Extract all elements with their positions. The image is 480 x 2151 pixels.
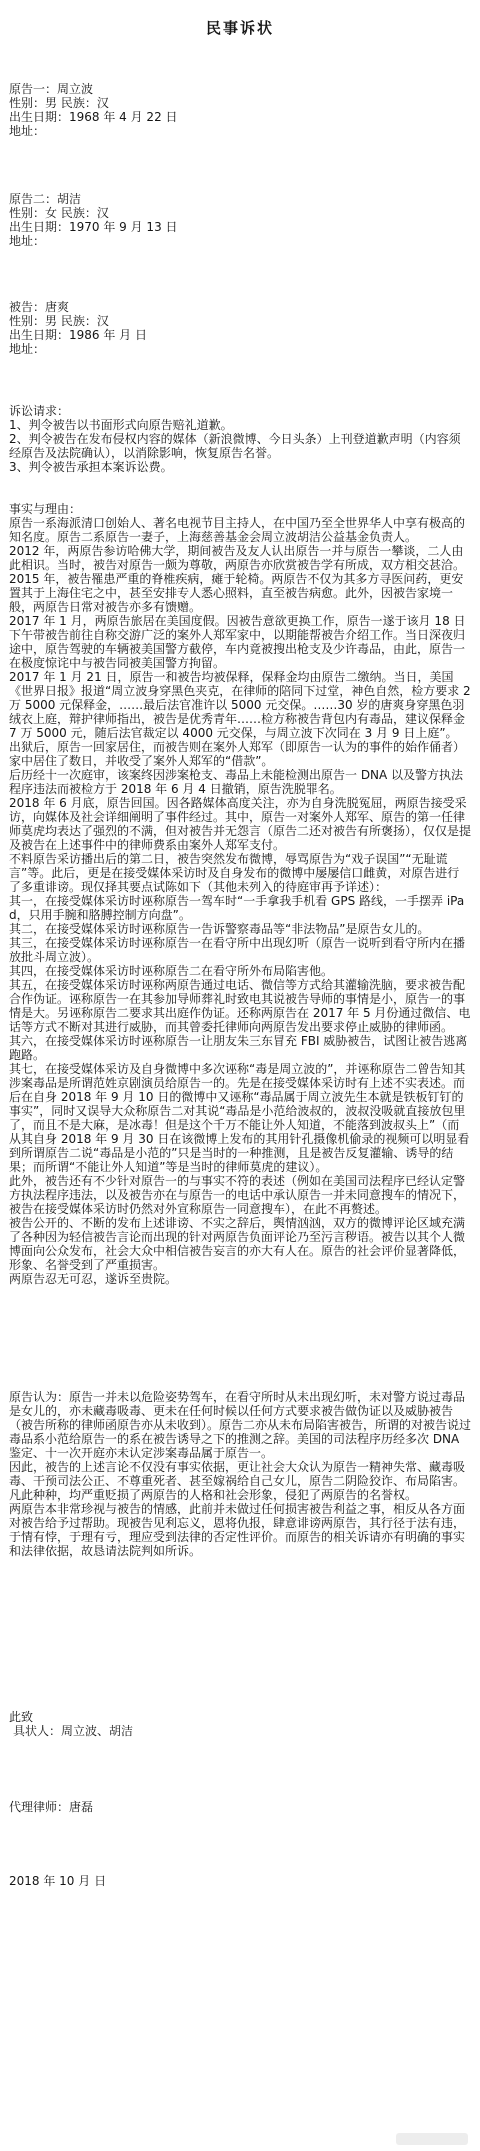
facts-paragraph: 2017 年 1 月，两原告旅居在美国度假。因被告意欲更换工作，原告一遂于该月 18 日下午带被告前往自称交游广泛的案外人郑军家中，以期能帮被告介绍工作。当日深夜归途中，原告驾驶的车辆被美国警方截停，车内竟被搜出枪支及少许毒品，由此，原告一在极度惊诧中与被告同被美国警方拘留。 — [9, 614, 466, 670]
claim-item: 3、判令被告承担本案诉讼费。 — [9, 460, 173, 474]
opinion-paragraph: 因此，被告的上述言论不仅没有事实依据，更让社会大众认为原告一精神失常、藏毒吸毒、干预司法公正、不尊重死者、甚至嫁祸给自己女儿，原告二阴险狡诈、布局陷害。凡此种种，均严重贬损了两原告的人格和社会形象，侵犯了两原告的名誉权。 — [9, 1460, 466, 1502]
facts-and-reasons-section — [9, 502, 471, 1356]
facts-paragraph: 出狱后，原告一回家居住，而被告则在案外人郑军（即原告一认为的事件的始作俑者）家中居住了数日，并收受了案外人郑军的“借款”。 — [9, 740, 466, 768]
document-date: 2018 年 10 月 日 — [9, 1874, 107, 1888]
party-gender-ethnicity: 性别：男 民族：汉 — [9, 96, 109, 110]
facts-paragraph: 其四，在接受媒体采访时诬称原告二在看守所外布局陷害他。 — [9, 964, 334, 978]
facts-paragraph: 2015 年，被告罹患严重的脊椎疾病，瘫于轮椅。两原告不仅为其多方寻医问药，更安置其于上海住宅之中，甚至安排专人悉心照料，直至被告病愈。此外，因被告家境一般，两原告日常对被告亦多有馈赠。 — [9, 572, 464, 614]
party-name: 原告二：胡洁 — [9, 192, 82, 206]
claim-item: 1、判令被告以书面形式向原告赔礼道歉。 — [9, 418, 233, 432]
closing-section — [9, 1710, 471, 1888]
facts-paragraph: 2018 年 6 月底，原告回国。因各路媒体高度关注，亦为自身洗脱冤屈，两原告接受采访，向媒体及社会详细阐明了事件经过。其中，原告一对案外人郑军、原告的第一任律师莫虎均表达了强烈的不满，但对被告并无怨言（原告二还对被告有所褒扬），仅仅是提及被告在上述事件中的律师费系由案外人郑军支付。 — [9, 796, 472, 852]
party-name: 原告一：周立波 — [9, 82, 94, 96]
facts-paragraph: 后历经十一次庭审，该案终因涉案枪支、毒品上未能检测出原告一 DNA 以及警方执法程序违法而被检方于 2018 年 6 月 4 日撤销，原告洗脱罪名。 — [9, 768, 464, 796]
party-gender-ethnicity: 性别：女 民族：汉 — [9, 206, 109, 220]
party-address: 地址： — [9, 342, 46, 356]
facts-paragraph: 此外，被告还有不少针对原告一的与事实不符的表述（例如在美国司法程序已经认定警方执法程序违法，以及被告亦在与原告一的电话中承认原告一并未同意搜车的情况下，被告在接受媒体采访时仍然对外宣称原告一同意搜车），在此不再赘述。 — [9, 1174, 466, 1216]
plaintiff-two-info — [9, 192, 471, 248]
document-title: 民事诉状 — [205, 19, 274, 37]
watermark-mark — [396, 2133, 468, 2145]
facts-paragraph: 其一，在接受媒体采访时诬称原告一驾车时“一手拿我手机看 GPS 路线，一手摆弄 iPad，只用手腕和胳膊控制方向盘”。 — [9, 894, 465, 922]
opinion-paragraph: 原告认为：原告一并未以危险姿势驾车，在看守所时从未出现幻听，未对警方说过毒品是女儿的，亦未藏毒吸毒、更未在任何时候以任何方式要求被告做伪证以及威胁被告（被告所称的律师函原告亦从未收到）。原告二亦从未布局陷害被告，所谓的对被告说过毒品系小范给原告一的系在被告诱导之下的推测之辞。美国的司法程序历经多次 DNA 鉴定、十一次开庭亦未认定涉案毒品属于原告一。 — [9, 1390, 472, 1460]
plaintiff-one-info — [9, 82, 471, 138]
facts-paragraph: 其三，在接受媒体采访时诬称原告一在看守所中出现幻听（原告一说听到看守所内在播放批斗周立波）。 — [9, 936, 466, 964]
facts-paragraph: 两原告忍无可忍，遂诉至贵院。 — [9, 1272, 178, 1286]
plaintiff-opinion-section — [9, 1390, 471, 1696]
closing-salutation: 此致 — [9, 1710, 34, 1724]
party-address: 地址： — [9, 124, 46, 138]
claim-item: 2、判令被告在发布侵权内容的媒体（新浪微博、今日头条）上刊登道歉声明（内容须经原告及法院确认），以消除影响，恢复原告名誉。 — [9, 432, 461, 460]
facts-paragraph: 其七，在接受媒体采访及自身微博中多次诬称“毒是周立波的”，并诬称原告二曾告知其涉案毒品是所谓范姓京剧演员给原告一的。先是在接受媒体采访时有上述不实表述。而后在自身 2018 年 9 月 10 日的微博中又诬称“毒品属于周立波先生本就是铁板钉钉的事实”，同时又误导大众称原告二对其说“毒品是小范给波叔的，波叔没吸就直接放包里了，而且不是大麻，是冰毒！但是这个千万不能让外人知道，不能落到波叔头上”（而从其自身 2018 年 9 月 30 日在该微博上发布的其用针孔摄像机偷录的视频可以明显看到所谓原告二说“毒品是小范的”只是当时的一种推测，且是被告反复灌输、诱导的结果；而所谓“不能让外人知道”等是当时的律师莫虎的建议）。 — [9, 1062, 470, 1174]
defendant-info — [9, 300, 471, 356]
opinion-paragraph: 两原告本非常珍视与被告的情感，此前并未做过任何损害被告利益之事，相反从各方面对被告给予过帮助。现被告见利忘义，恩将仇报，肆意诽谤两原告，其行径于法有违，于情有悖，于理有亏，理应受到法律的否定性评价。而原告的相关诉请亦有明确的事实和法律依据，故恳请法院判如所诉。 — [9, 1502, 466, 1558]
facts-paragraph: 原告一系海派清口创始人、著名电视节目主持人，在中国乃至全世界华人中享有极高的知名度。原告二系原告一妻子，上海慈善基金会周立波胡洁公益基金负责人。 — [9, 516, 466, 544]
party-birth-date: 出生日期：1970 年 9 月 13 日 — [9, 220, 178, 234]
facts-paragraph: 2012 年，两原告参访哈佛大学，期间被告及友人认出原告一并与原告一攀谈，二人由此相识。当时，被告对原告一颇为尊敬，两原告亦欣赏被告学有所成，双方相交甚洽。 — [9, 544, 466, 572]
party-name: 被告：唐爽 — [9, 300, 70, 314]
claims-section — [9, 404, 471, 474]
facts-paragraph: 2017 年 1 月 21 日，原告一和被告均被保释，保释金均由原告二缴纳。当日，美国《世界日报》报道“周立波身穿黑色夹克，在律师的陪同下过堂，神色自然，检方要求 2 万 5000 元保释金，……最后法官准许以 5000 元交保。……30 岁的唐爽身穿黑色羽绒衣上庭，辩护律师指出，被告是优秀青年……检方称被告背包内有毒品，建议保释金 7 万 5000 元，随后法官裁定以 4000 元交保，与周立波下次同在 3 月 9 日上庭”。 — [9, 670, 471, 740]
facts-paragraph: 其二，在接受媒体采访时诬称原告一告诉警察毒品等“非法物品”是原告女儿的。 — [9, 922, 430, 936]
facts-paragraph: 其五，在接受媒体采访时诬称两原告通过电话、微信等方式给其灌输洗脑，要求被告配合作伪证。诬称原告一在其参加导师葬礼时致电其说被告导师的事情是小，原告一的事情是大。另诬称原告二要求其出庭作伪证。还称两原告在 2017 年 5 月份通过微信、电话等方式不断对其进行威胁，而其曾委托律师向两原告发出要求停止威胁的律师函。 — [9, 978, 471, 1034]
facts-paragraph: 不料原告采访播出后的第二日，被告突然发布微博，辱骂原告为“戏子误国”“无耻谎言”等。此后，更是在接受媒体采访时及自身发布的微博中屡屡信口雌黄，对原告进行了多重诽谤。现仅择其要点试陈如下（其他未列入的待庭审再予详述）： — [9, 852, 460, 894]
facts-paragraph: 被告公开的、不断的发布上述诽谤、不实之辞后，舆情汹汹，双方的微博评论区域充满了各种因为轻信被告言论而出现的针对两原告负面评论乃至污言秽语。被告以其个人微博面向公众发布，社会大众中相信被告妄言的亦大有人在。原告的社会评价显著降低，形象、名誉受到了严重损害。 — [9, 1216, 466, 1272]
document-page — [0, 18, 480, 1888]
party-address: 地址： — [9, 234, 46, 248]
attorney-line: 代理律师：唐磊 — [9, 1800, 94, 1814]
facts-paragraph: 其六，在接受媒体采访时诬称原告一让朋友朱三东冒充 FBI 威胁被告，试图让被告逃离跑路。 — [9, 1034, 468, 1062]
claims-heading: 诉讼请求： — [9, 404, 70, 418]
signer-line: 具状人：周立波、胡洁 — [13, 1724, 134, 1738]
party-birth-date: 出生日期：1968 年 4 月 22 日 — [9, 110, 178, 124]
facts-heading: 事实与理由： — [9, 502, 82, 516]
party-gender-ethnicity: 性别：男 民族：汉 — [9, 314, 109, 328]
party-birth-date: 出生日期：1986 年 月 日 — [9, 328, 147, 342]
